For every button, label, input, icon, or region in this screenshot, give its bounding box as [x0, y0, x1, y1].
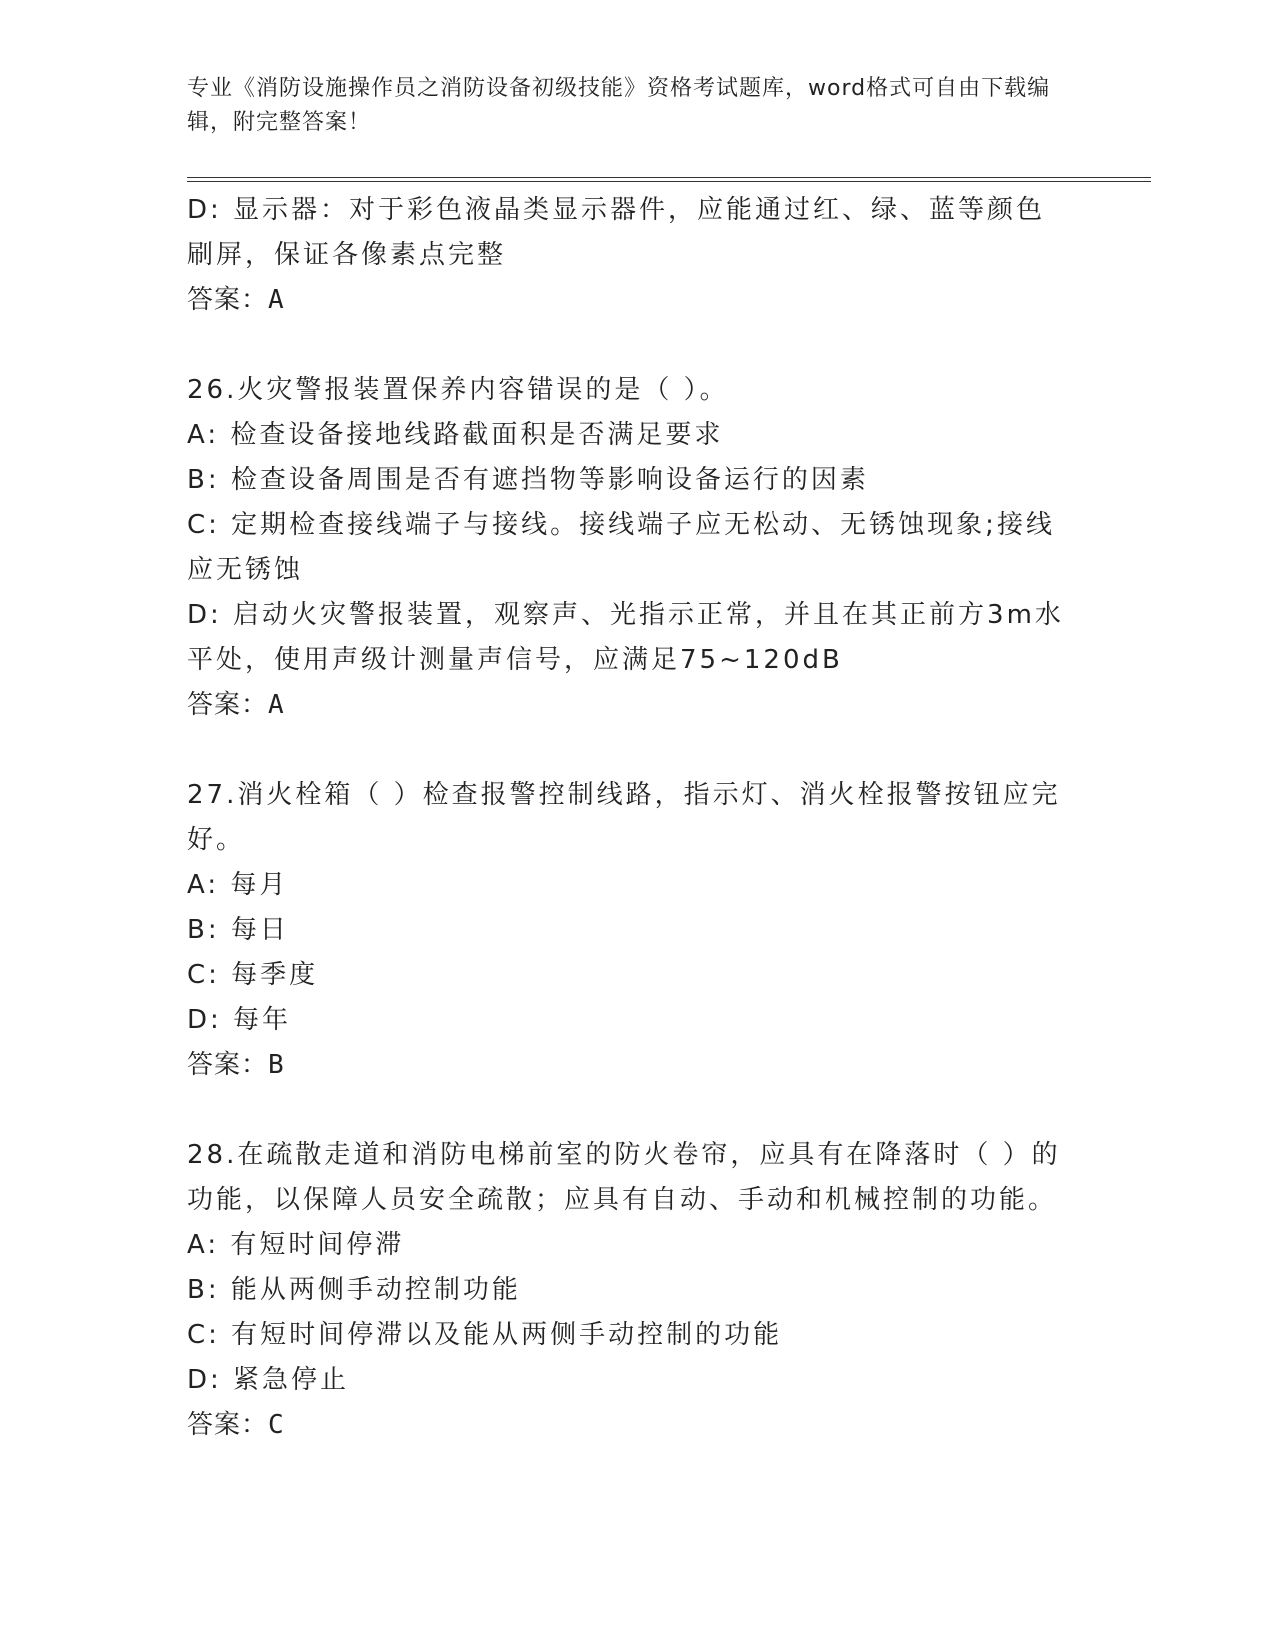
header-divider-top: [187, 177, 1151, 178]
option-a: A: 有短时间停滞: [187, 1230, 405, 1260]
option-c: C: 有短时间停滞以及能从两侧手动控制的功能: [187, 1320, 783, 1350]
answer-line: 答案：A: [187, 690, 285, 720]
option-d: D: 启动火灾警报装置，观察声、光指示正常，并且在其正前方3m水平处，使用声级计测量声信号，应满足75~120dB: [187, 600, 1064, 675]
answer-line: 答案：A: [187, 285, 285, 315]
option-d: D: 紧急停止: [187, 1365, 350, 1395]
option-a: A: 每月: [187, 870, 289, 900]
question-text: 28.在疏散走道和消防电梯前室的防火卷帘，应具有在降落时（ ）的功能，以保障人员安全疏散；应具有自动、手动和机械控制的功能。: [187, 1140, 1061, 1215]
option-d: D: 每年: [187, 1005, 292, 1035]
option-c: C: 每季度: [187, 960, 319, 990]
document-header: 专业《消防设施操作员之消防设备初级技能》资格考试题库，word格式可自由下载编辑，附完整答案！: [187, 76, 1051, 135]
option-b: B: 检查设备周围是否有遮挡物等影响设备运行的因素: [187, 465, 869, 495]
option-d: D: 显示器：对于彩色液晶类显示器件，应能通过红、绿、蓝等颜色刷屏，保证各像素点完整: [187, 195, 1046, 270]
option-a: A: 检查设备接地线路截面积是否满足要求: [187, 420, 724, 450]
answer-line: 答案：C: [187, 1410, 285, 1440]
option-c: C: 定期检查接线端子与接线。接线端子应无松动、无锈蚀现象;接线应无锈蚀: [187, 510, 1055, 585]
option-b: B: 每日: [187, 915, 289, 945]
question-block-26: [187, 368, 1067, 728]
option-b: B: 能从两侧手动控制功能: [187, 1275, 521, 1305]
question-text: 26.火灾警报装置保养内容错误的是（ ）。: [187, 375, 729, 405]
question-block-28: [187, 1133, 1067, 1448]
header-divider-bottom: [187, 181, 1151, 182]
question-block-27: [187, 773, 1067, 1088]
question-text: 27.消火栓箱（ ）检查报警控制线路，指示灯、消火栓报警按钮应完好。: [187, 780, 1061, 855]
answer-line: 答案：B: [187, 1050, 285, 1080]
question-block-25: [187, 188, 1067, 323]
question-list: [187, 188, 1067, 1448]
